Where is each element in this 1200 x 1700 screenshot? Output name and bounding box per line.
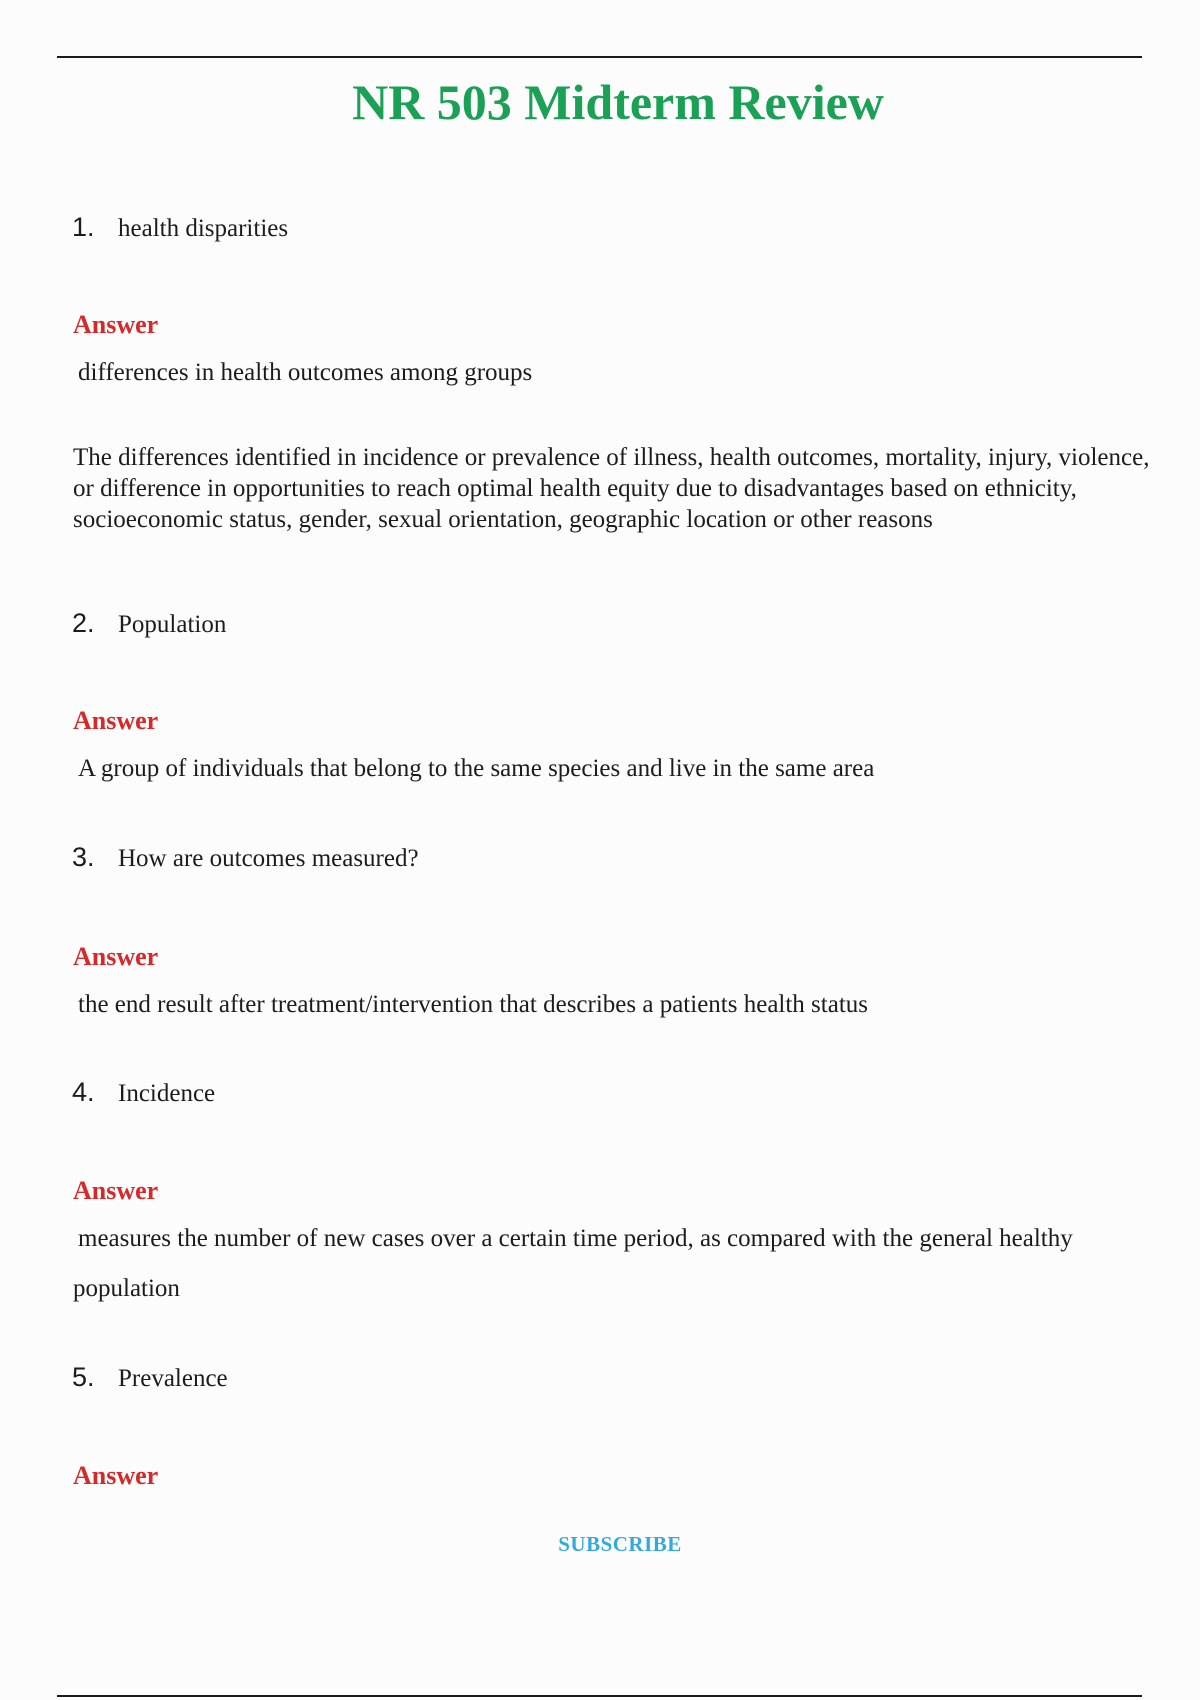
bottom-rule [57, 1695, 1142, 1697]
question-number: 4. [72, 1077, 95, 1107]
page-title: NR 503 Midterm Review [352, 74, 884, 130]
question-3 [72, 840, 419, 876]
question-term: How are outcomes measured? [118, 845, 419, 872]
question-4 [72, 1075, 215, 1111]
question-2 [72, 606, 226, 642]
question-term: Incidence [118, 1080, 216, 1107]
question-term: Population [118, 611, 227, 638]
question-term: Prevalence [118, 1365, 228, 1392]
question-number: 5. [72, 1362, 95, 1392]
top-rule [57, 56, 1142, 58]
question-number: 2. [72, 608, 95, 638]
answer-label: Answer [73, 1461, 159, 1490]
answer-text: the end result after treatment/intervention that describes a patients health status [78, 991, 869, 1018]
answer-text: measures the number of new cases over a certain time period, as compared with the general healthy population [73, 1225, 1073, 1302]
answer-text: differences in health outcomes among groups [78, 359, 533, 386]
question-5 [72, 1360, 228, 1396]
question-term: health disparities [118, 215, 289, 242]
question-number: 3. [72, 842, 95, 872]
answer-detail: The differences identified in incidence or prevalence of illness, health outcomes, mortality, injury, violence, or difference in opportunities to reach optimal health equity due to disadvantages based on ethnicity, socioeconomic status, gender, sexual orientation, geographic location or other reasons [73, 444, 1150, 533]
answer-label: Answer [73, 1176, 159, 1205]
answer-label: Answer [73, 942, 159, 971]
question-1 [72, 210, 288, 246]
subscribe-link[interactable]: SUBSCRIBE [558, 1532, 682, 1556]
answer-text: A group of individuals that belong to the same species and live in the same area [78, 755, 875, 782]
answer-label: Answer [73, 310, 159, 339]
answer-label: Answer [73, 706, 159, 735]
question-number: 1. [72, 212, 95, 242]
